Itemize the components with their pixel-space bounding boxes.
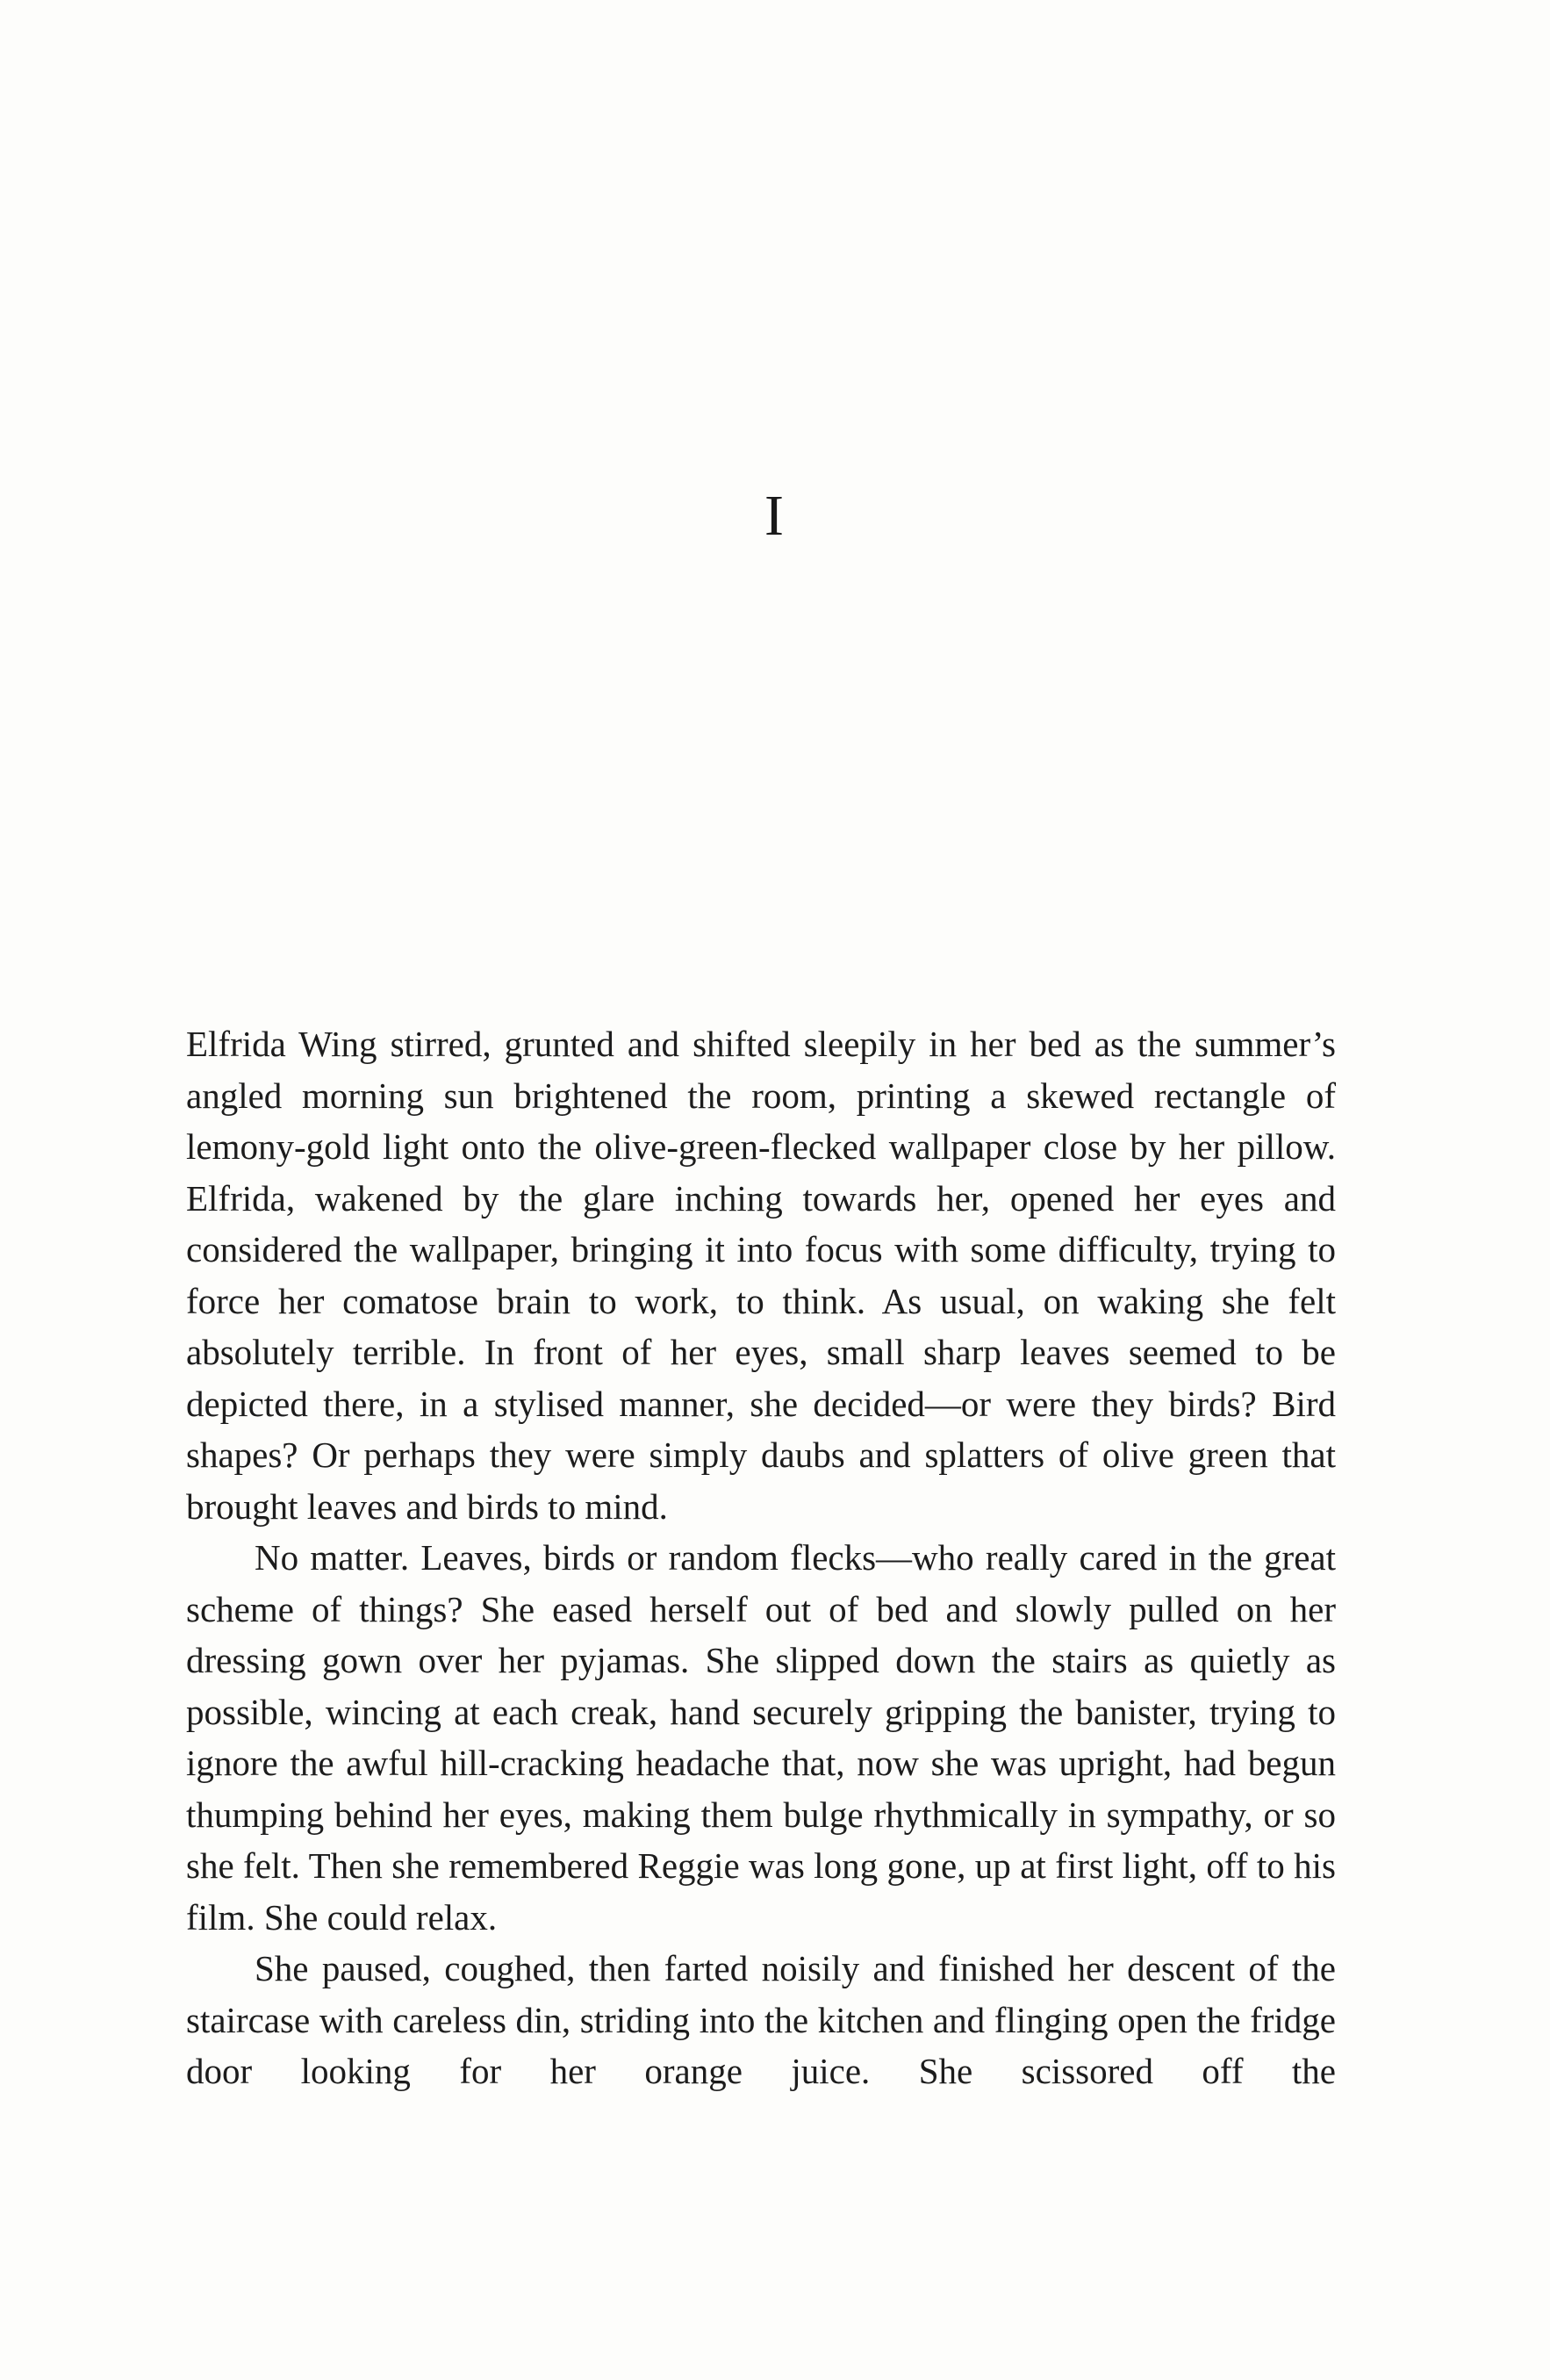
paragraph-2: No matter. Leaves, birds or random flecks—who really cared in the great scheme of things? She eased herself out of bed and slowly pulled on her dressing gown over her pyjamas. She slipped down the stairs as quietly as possible, wincing at each creak, hand securely gripping the banister, trying to ignore the awful hill-cracking headache that, now she was upright, had begun thumping behind her eyes, making them bulge rhythmically in sympathy, or so she felt. Then she remembered Reggie was long gone, up at first light, off to his film. She could relax. bbox=[186, 1537, 1336, 1938]
chapter-number: I bbox=[764, 484, 786, 548]
body-text bbox=[186, 1018, 1336, 2097]
paragraph-1: Elfrida Wing stirred, grunted and shifted sleepily in her bed as the summer’s angled morning sun brightened the room, printing a skewed rectangle of lemony-gold light onto the olive-green-flecked wallpaper close by her pillow. Elfrida, wakened by the glare inching towards her, opened her eyes and considered the wallpaper, bringing it into focus with some difficulty, trying to force her comatose brain to work, to think. As usual, on waking she felt absolutely terrible. In front of her eyes, small sharp leaves seemed to be depicted there, in a stylised manner, she decided—or were they birds? Bird shapes? Or perhaps they were simply daubs and splatters of olive green that brought leaves and birds to mind. bbox=[186, 1024, 1336, 1527]
paragraph-3: She paused, coughed, then farted noisily and finished her descent of the staircase with careless din, striding into the kitchen and flinging open the fridge door looking for her orange juice. She scissored off the bbox=[186, 1948, 1336, 2091]
